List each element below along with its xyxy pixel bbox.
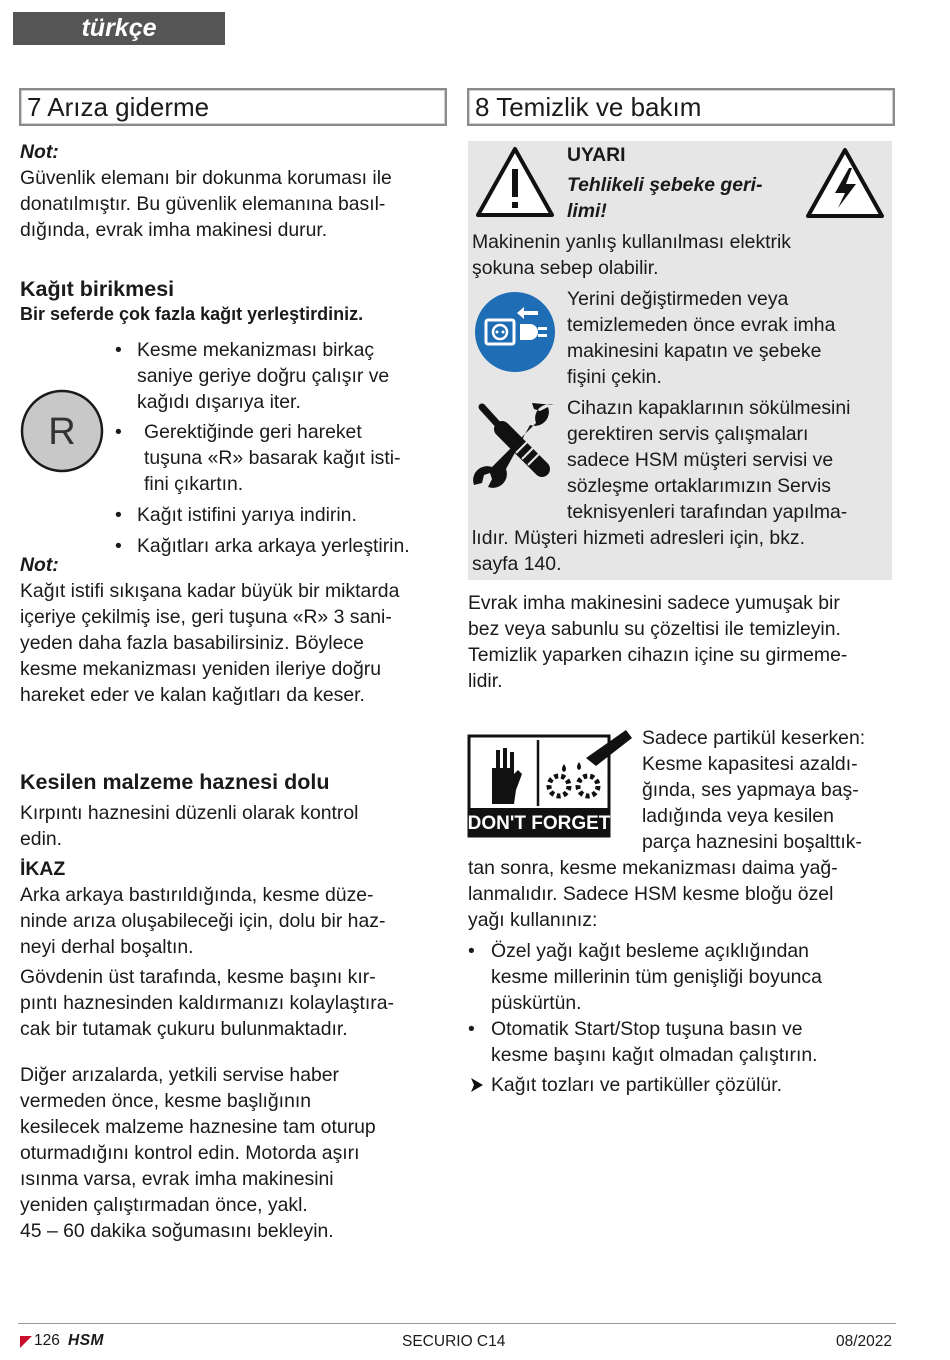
result-arrow-icon: [469, 1077, 485, 1093]
section-title-troubleshooting: 7 Arıza giderme: [19, 88, 447, 126]
oil-text: Sadece partikül keserken: Kesme kapasitesi azaldı- ğında, ses yapmaya baş- ladığında veya kesilen parça haznesini boşalttık-: [642, 727, 866, 853]
service-tools-icon: [472, 399, 560, 491]
warning-label: UYARI: [567, 144, 626, 166]
cleaning-text: Evrak imha makinesini sadece yumuşak bir bez veya sabunlu su çözeltisi ile temizleyin. Temizlik yaparken cihazın içine su girmeme- lidir.: [468, 592, 848, 692]
dont-forget-oil-icon: [466, 728, 636, 840]
unplug-mains-icon: [474, 291, 556, 373]
language-tab: türkçe: [13, 12, 225, 45]
bullet-dot: •: [115, 421, 122, 443]
other-faults-text: Diğer arızalarda, yetkili servise haber vermeden önce, kesme başlığının kesilecek malzeme haznesine tam oturup oturmadığını kontrol edin. Motorda aşırı ısınma varsa, evrak imha makinesini yeniden çalıştırmadan önce, yakl. 45 – 60 dakika soğumasını bekleyin.: [20, 1064, 376, 1242]
note-text: Güvenlik elemanı bir dokunma koruması ile donatılmıştır. Bu güvenlik elemanına basıl- dığında, evrak imha makinesi durur.: [20, 167, 392, 241]
service-text: Cihazın kapaklarının sökülmesini gerektiren servis çalışmaları sadece HSM müşteri servisi ve sözleşme ortaklarımızın Servis teknisyenleri tarafından yapılma-: [567, 397, 851, 523]
paper-jam-subheading: Bir seferde çok fazla kağıt yerleştirdiniz.: [20, 304, 364, 324]
grip-text: Gövdenin üst tarafında, kesme başını kır- pıntı haznesinden kaldırmanızı kolaylaştıra- cak bir tutamak çukuru bulunmaktadır.: [20, 966, 394, 1040]
brand-logo: HSM: [68, 1332, 104, 1349]
note-label: Not:: [20, 554, 59, 576]
bullet-dot: •: [115, 339, 122, 361]
result-text: Kağıt tozları ve partiküller çözülür.: [491, 1074, 782, 1096]
section-title-maintenance: 8 Temizlik ve bakım: [467, 88, 895, 126]
reverse-button-icon: [20, 389, 104, 473]
model-name: SECURIO C14: [402, 1333, 506, 1350]
footer-marker-icon: [20, 1335, 32, 1347]
list-item: Otomatik Start/Stop tuşuna basın ve kesme başını kağıt olmadan çalıştırın.: [491, 1018, 818, 1066]
document-date: 08/2022: [836, 1333, 893, 1350]
list-item: Özel yağı kağıt besleme açıklığından kesme millerinin tüm genişliği boyunca püskürtün.: [491, 940, 822, 1014]
caution-label: İKAZ: [20, 858, 66, 880]
oil-text-cont: tan sonra, kesme mekanizması daima yağ- lanmalıdır. Sadece HSM kesme bloğu özel yağı kullanınız:: [468, 857, 838, 931]
service-text-cont: lıdır. Müşteri hizmeti adresleri için, bkz. sayfa 140.: [472, 527, 805, 575]
bullet-dot: •: [115, 504, 122, 526]
reverse-button-label: R: [48, 411, 76, 453]
warning-text: Makinenin yanlış kullanılması elektrik şokuna sebep olabilir.: [472, 231, 791, 279]
list-item: Kağıt istifini yarıya indirin.: [137, 504, 357, 526]
bin-full-text: Kırpıntı haznesini düzenli olarak kontrol edin.: [20, 802, 359, 850]
unplug-text: Yerini değiştirmeden veya temizlemeden önce evrak imha makinesini kapatın ve şebeke fişini çekin.: [567, 288, 836, 388]
list-item: Gerektiğinde geri hareket tuşuna «R» basarak kağıt isti- fini çıkartın.: [144, 421, 401, 495]
bin-full-heading: Kesilen malzeme haznesi dolu: [20, 770, 330, 794]
bullet-dot: •: [115, 535, 122, 557]
caution-text: Arka arkaya bastırıldığında, kesme düze- ninde arıza oluşabileceği için, dolu bir haz- neyi derhal boşaltın.: [20, 884, 386, 958]
note-text: Kağıt istifi sıkışana kadar büyük bir miktarda içeriye çekilmiş ise, geri tuşuna «R» 3 sani- yeden daha fazla basabilirsiniz. Böylece kesme mekanizması yeniden ileriye doğru hareket eder ve kalan kağıtları da keser.: [20, 580, 400, 706]
warning-triangle-icon: [474, 145, 556, 219]
electric-hazard-icon: [804, 146, 886, 220]
bullet-dot: •: [468, 1018, 475, 1040]
page-number: 126: [34, 1332, 60, 1349]
footer-divider: [18, 1323, 896, 1324]
dont-forget-label: DON'T FORGET: [467, 813, 611, 834]
paper-jam-heading: Kağıt birikmesi: [20, 277, 175, 301]
warning-subtitle: Tehlikeli şebeke geri- limi!: [567, 174, 763, 222]
list-item: Kağıtları arka arkaya yerleştirin.: [137, 535, 410, 557]
note-label: Not:: [20, 141, 59, 163]
list-item: Kesme mekanizması birkaç saniye geriye doğru çalışır ve kağıdı dışarıya iter.: [137, 339, 390, 413]
bullet-dot: •: [468, 940, 475, 962]
